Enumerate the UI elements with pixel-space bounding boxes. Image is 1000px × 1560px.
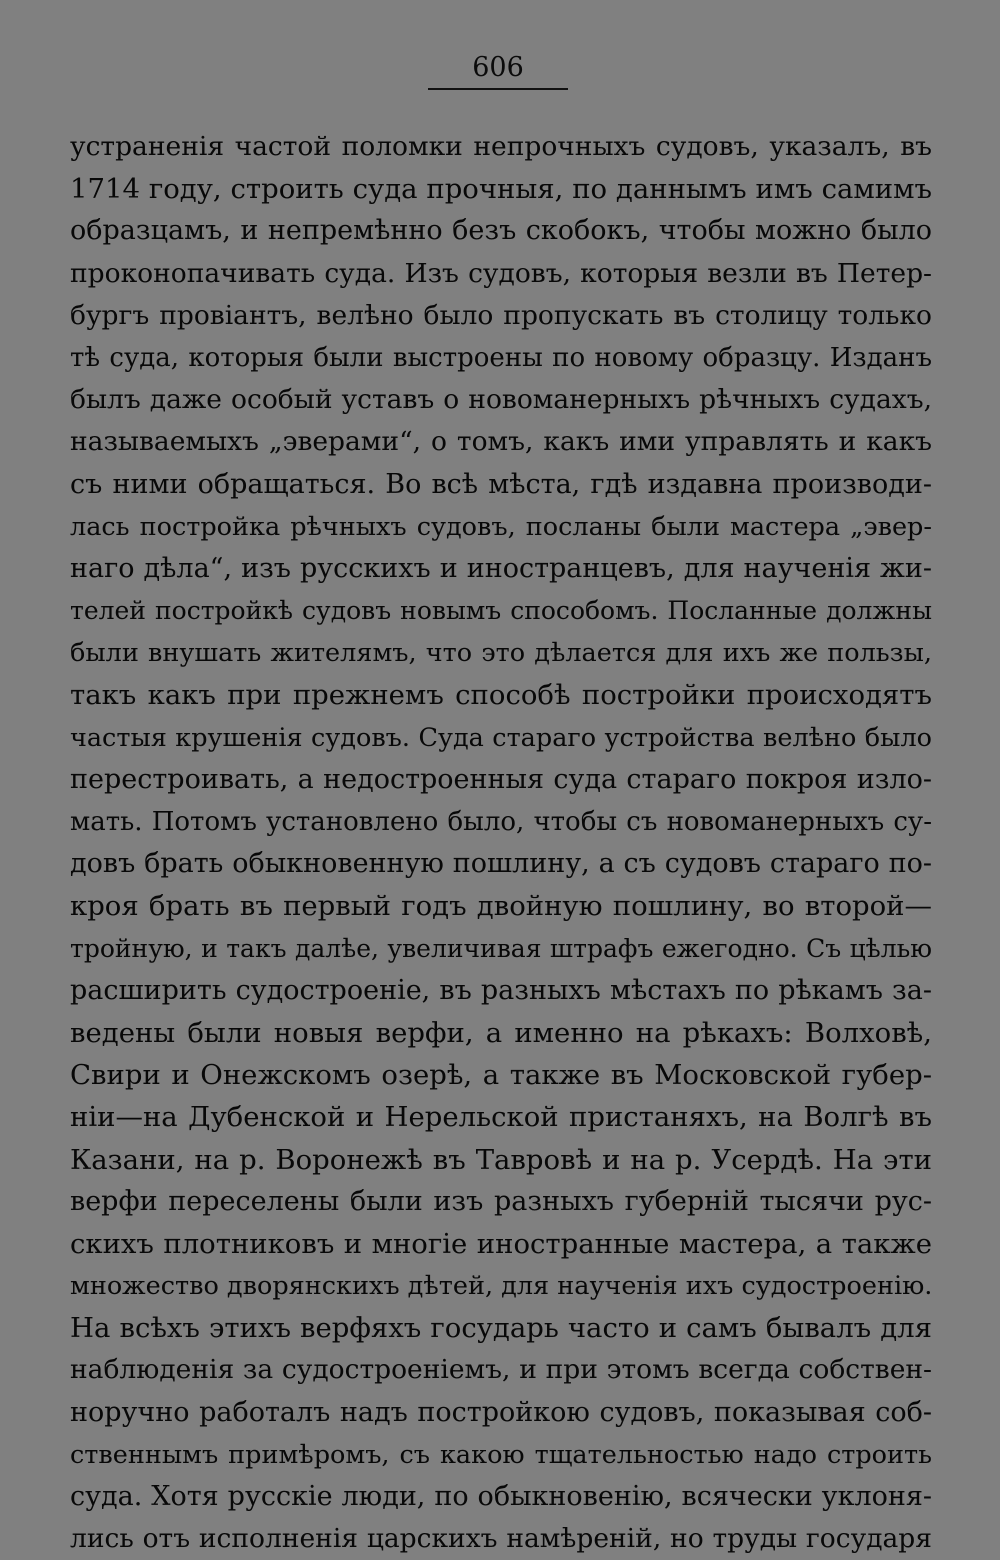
text-line: ведены были новыя верфи, а именно на рѣкахъ: Волховѣ, [70, 1016, 932, 1049]
text-line: норучно работалъ надъ постройкою судовъ, показывая соб- [70, 1396, 932, 1428]
text-line: частыя крушенія судовъ. Суда стараго устройства велѣно было [70, 722, 932, 753]
text-line: 1714 году, строить суда прочныя, по даннымъ имъ самимъ [70, 173, 932, 206]
text-line: верфи переселены были изъ разныхъ губерній тысячи рус- [70, 1185, 932, 1217]
text-line: Казани, на р. Воронежѣ въ Тавровѣ и на р. Усердѣ. На эти [70, 1143, 932, 1176]
text-line: называемыхъ „эверами“, о томъ, какъ ими управлять и какъ [70, 426, 932, 458]
text-line: суда. Хотя русскіе люди, по обыкновенію, всячески уклоня- [70, 1481, 932, 1512]
text-line: лась постройка рѣчныхъ судовъ, посланы были мастера „эвер- [70, 511, 932, 542]
text-line: наго дѣла“, изъ русскихъ и иностранцевъ, для наученія жи- [70, 552, 932, 584]
text-line: расширить судостроеніе, въ разныхъ мѣстахъ по рѣкамъ за- [70, 974, 932, 1006]
page-number: 606 [472, 52, 524, 83]
text-line: тройную, и такъ далѣе, увеличивая штрафъ ежегодно. Съ цѣлью [70, 933, 932, 963]
text-line: перестроивать, а недостроенныя суда стараго покроя изло- [70, 763, 932, 795]
text-line: скихъ плотниковъ и многіе иностранные мастера, а также [70, 1227, 932, 1260]
text-line: тѣ суда, которыя были выстроены по новому образцу. Изданъ [70, 342, 932, 373]
text-line: ніи—на Дубенской и Нерельской пристаняхъ, на Волгѣ въ [70, 1101, 932, 1134]
text-line: наблюденія за судостроеніемъ, и при этомъ всегда собствен- [70, 1354, 932, 1386]
text-line: довъ брать обыкновенную пошлину, а съ судовъ стараго по- [70, 848, 932, 880]
text-line: такъ какъ при прежнемъ способѣ постройки происходятъ [70, 679, 932, 712]
text-line: образцамъ, и непремѣнно безъ скобокъ, чтобы можно было [70, 215, 932, 247]
page-number-rule [428, 88, 568, 90]
text-line: мать. Потомъ установлено было, чтобы съ новоманерныхъ су- [70, 807, 932, 837]
text-line: На всѣхъ этихъ верфяхъ государь часто и самъ бывалъ для [70, 1312, 932, 1345]
text-line: ственнымъ примѣромъ, съ какою тщательностью надо строить [70, 1439, 932, 1470]
text-line: были внушать жителямъ, что это дѣлается для ихъ же пользы, [70, 638, 932, 669]
text-line: Свири и Онежскомъ озерѣ, а также въ Московской губер- [70, 1059, 932, 1092]
text-line: множество дворянскихъ дѣтей, для наученія ихъ судостроенію. [70, 1271, 932, 1302]
text-line: устраненія частой поломки непрочныхъ судовъ, указалъ, въ [70, 131, 932, 162]
text-line: лись отъ исполненія царскихъ намѣреній, но труды государя [70, 1523, 932, 1555]
body-text [70, 126, 932, 1560]
text-line: былъ даже особый уставъ о новоманерныхъ рѣчныхъ судахъ, [70, 384, 932, 416]
text-line: бургъ провіантъ, велѣно было пропускать въ столицу только [70, 299, 932, 331]
text-line: съ ними обращаться. Во всѣ мѣста, гдѣ издавна производи- [70, 468, 932, 500]
text-line: кроя брать въ первый годъ двойную пошлину, во второй— [70, 890, 932, 923]
text-line: проконопачивать суда. Изъ судовъ, которыя везли въ Петер- [70, 257, 932, 289]
text-line: телей постройкѣ судовъ новымъ способомъ. Посланные должны [70, 596, 932, 626]
